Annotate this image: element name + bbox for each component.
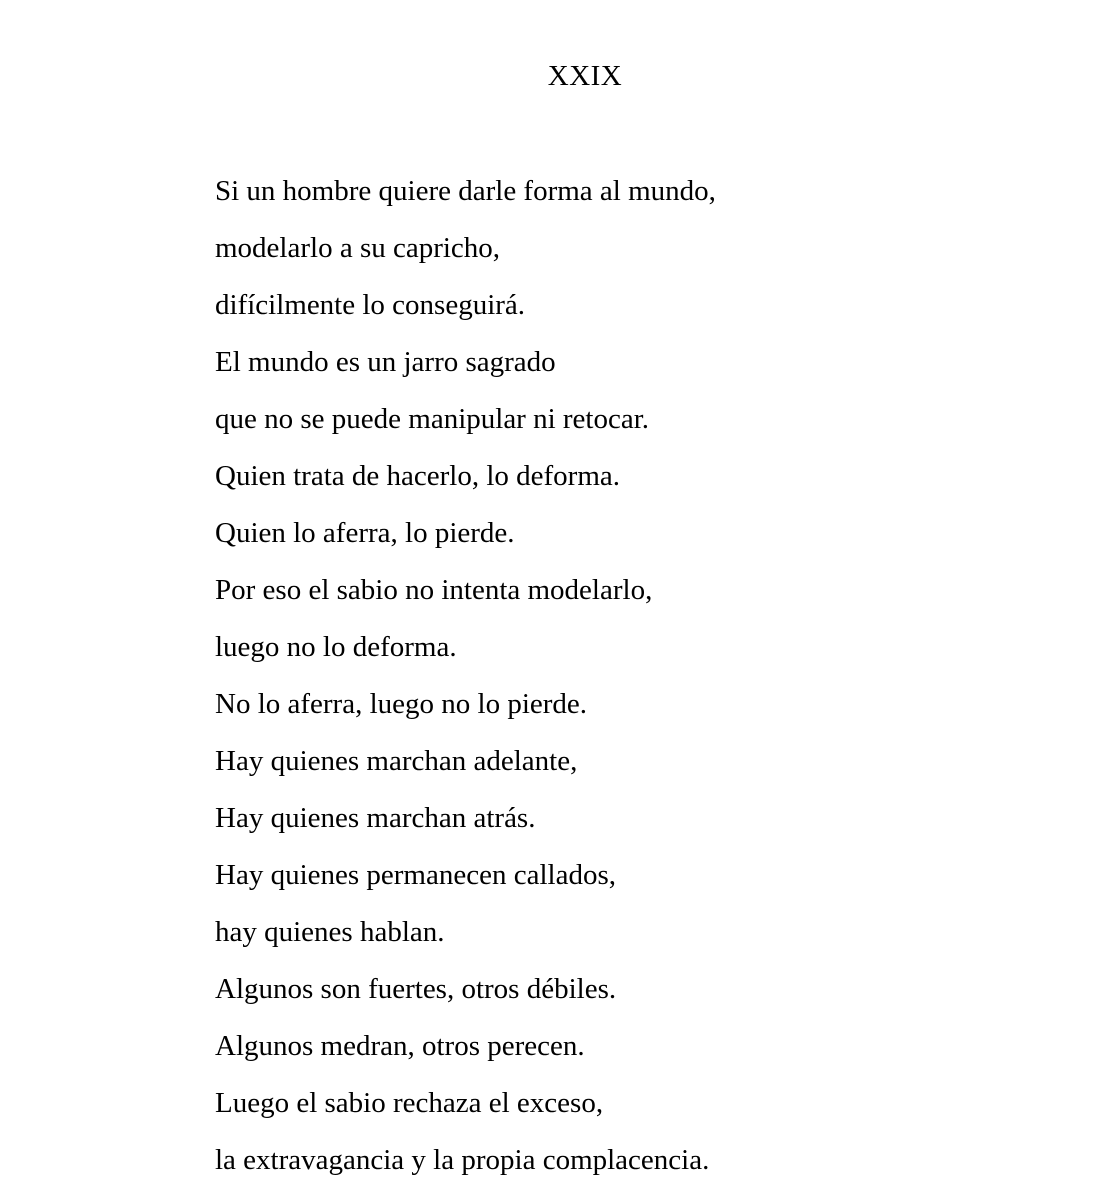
poem-line: Por eso el sabio no intenta modelarlo, [215, 574, 653, 606]
poem-line: Quien lo aferra, lo pierde. [215, 517, 515, 549]
poem-line: No lo aferra, luego no lo pierde. [215, 688, 588, 720]
poem-line: la extravagancia y la propia complacencia. [215, 1144, 710, 1176]
poem-line: Si un hombre quiere darle forma al mundo, [215, 175, 716, 207]
poem-line: Algunos medran, otros perecen. [215, 1030, 585, 1062]
poem-title: XXIX [547, 60, 623, 92]
poem-body [215, 168, 716, 1194]
poem-line: Hay quienes marchan adelante, [215, 745, 578, 777]
poem-line: modelarlo a su capricho, [215, 232, 501, 264]
poem-line: difícilmente lo conseguirá. [215, 289, 526, 321]
poem-line: Luego el sabio rechaza el exceso, [215, 1087, 604, 1119]
poem-line: luego no lo deforma. [215, 631, 457, 663]
poem-line: Algunos son fuertes, otros débiles. [215, 973, 617, 1005]
poem-line: El mundo es un jarro sagrado [215, 346, 556, 378]
poem-line: Hay quienes permanecen callados, [215, 859, 616, 891]
poem-line: que no se puede manipular ni retocar. [215, 403, 650, 435]
poem-line: Hay quienes marchan atrás. [215, 802, 536, 834]
poem-line: hay quienes hablan. [215, 916, 445, 948]
poem-line: Quien trata de hacerlo, lo deforma. [215, 460, 621, 492]
